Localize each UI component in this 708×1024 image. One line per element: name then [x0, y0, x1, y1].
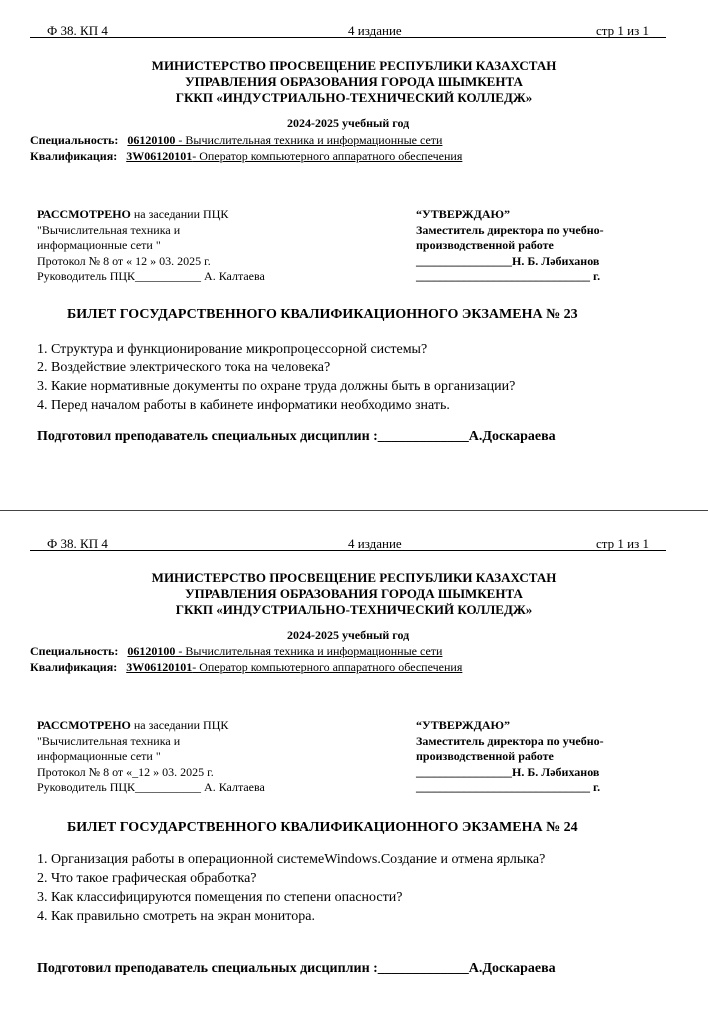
question-1: 1. Организация работы в операционной системеWindows.Создание и отмена ярлыка? [37, 852, 546, 867]
question-4: 4. Перед началом работы в кабинете информатики необходимо знать. [37, 398, 450, 413]
org-line-1: МИНИСТЕРСТВО ПРОСВЕЩЕНИЕ РЕСПУБЛИКИ КАЗАХСТАН [151, 570, 557, 585]
org-line-2: УПРАВЛЕНИЯ ОБРАЗОВАНИЯ ГОРОДА ШЫМКЕНТА [185, 74, 523, 89]
qualification-line [30, 660, 462, 675]
form-code: Ф 38. КП 4 [47, 536, 108, 551]
org-line-1: МИНИСТЕРСТВО ПРОСВЕЩЕНИЕ РЕСПУБЛИКИ КАЗАХСТАН [151, 58, 557, 73]
qualification-text: - Оператор компьютерного аппаратного обеспечения [192, 660, 463, 674]
specialty-line [30, 133, 442, 148]
qualification-label: Квалификация: [30, 149, 118, 163]
specialty-line [30, 644, 442, 659]
question-3: 3. Как классифицируются помещения по степени опасности? [37, 890, 403, 905]
edition: 4 издание [348, 536, 402, 551]
approve-name: ________________Н. Б. Лəбиханов [416, 764, 600, 779]
reviewed-line2: "Вычислительная техника и [37, 222, 181, 237]
page-number: стр 1 из 1 [596, 23, 649, 38]
academic-year: 2024-2025 учебный год [287, 628, 410, 642]
org-line-2: УПРАВЛЕНИЯ ОБРАЗОВАНИЯ ГОРОДА ШЫМКЕНТА [185, 586, 523, 601]
question-1: 1. Структура и функционирование микропроцессорной системы? [37, 342, 428, 357]
question-2: 2. Что такое графическая обработка? [37, 871, 257, 886]
approve-title: “УТВЕРЖДАЮ” [416, 718, 511, 732]
qualification-text: - Оператор компьютерного аппаратного обеспечения [192, 149, 463, 163]
signature-line: Подготовил преподаватель специальных дисциплин :_____________А.Доскараева [37, 429, 556, 444]
exam-ticket-23 [0, 0, 708, 500]
approve-date: _____________________________ г. [416, 269, 601, 283]
page-number: стр 1 из 1 [596, 536, 649, 551]
reviewed-line2: "Вычислительная техника и [37, 733, 181, 748]
exam-ticket-24 [0, 512, 708, 1012]
specialty-text: - Вычислительная техника и информационные сети [175, 133, 443, 147]
qualification-code: 3W06120101 [126, 660, 193, 674]
qualification-line [30, 149, 462, 164]
reviewed-head: Руководитель ПЦК___________ А. Калтаева [37, 269, 265, 283]
approve-line1: Заместитель директора по учебно- [416, 733, 604, 748]
header-rule [30, 37, 666, 38]
reviewed-rest: на заседании ПЦК [130, 207, 229, 221]
approve-block [416, 207, 604, 285]
approve-name: ________________Н. Б. Лəбиханов [416, 253, 600, 268]
reviewed-title: РАССМОТРЕНО [37, 207, 131, 221]
header-rule [30, 550, 666, 551]
approve-line2: производственной работе [416, 238, 554, 252]
approve-title: “УТВЕРЖДАЮ” [416, 207, 511, 221]
specialty-text: - Вычислительная техника и информационные сети [175, 644, 443, 658]
specialty-code: 06120100 [127, 644, 176, 658]
ticket-title: БИЛЕТ ГОСУДАРСТВЕННОГО КВАЛИФИКАЦИОННОГО ЭКЗАМЕНА № 23 [67, 307, 578, 322]
specialty-code: 06120100 [127, 133, 176, 147]
approve-block [416, 718, 604, 796]
org-line-3: ГККП «ИНДУСТРИАЛЬНО-ТЕХНИЧЕСКИЙ КОЛЛЕДЖ» [175, 90, 533, 105]
question-3: 3. Какие нормативные документы по охране труда должны быть в организации? [37, 379, 516, 394]
approve-date: _____________________________ г. [416, 780, 601, 794]
reviewed-rest: на заседании ПЦК [130, 718, 229, 732]
reviewed-protocol: Протокол № 8 от «_12 » 03. 2025 г. [37, 764, 214, 779]
reviewed-line3: информационные сети " [37, 238, 161, 252]
page-divider [0, 510, 708, 511]
question-4: 4. Как правильно смотреть на экран монитора. [37, 909, 315, 924]
signature-line: Подготовил преподаватель специальных дисциплин :_____________А.Доскараева [37, 961, 556, 976]
approve-line1: Заместитель директора по учебно- [416, 222, 604, 237]
reviewed-protocol: Протокол № 8 от « 12 » 03. 2025 г. [37, 253, 211, 268]
reviewed-block [37, 718, 265, 796]
edition: 4 издание [348, 23, 402, 38]
specialty-label: Специальность: [30, 644, 119, 658]
approve-line2: производственной работе [416, 749, 554, 763]
question-2: 2. Воздействие электрического тока на человека? [37, 360, 331, 375]
reviewed-block [37, 207, 265, 285]
qualification-code: 3W06120101 [126, 149, 193, 163]
ticket-title: БИЛЕТ ГОСУДАРСТВЕННОГО КВАЛИФИКАЦИОННОГО ЭКЗАМЕНА № 24 [67, 820, 578, 835]
reviewed-title: РАССМОТРЕНО [37, 718, 131, 732]
specialty-label: Специальность: [30, 133, 119, 147]
academic-year: 2024-2025 учебный год [287, 116, 410, 130]
org-line-3: ГККП «ИНДУСТРИАЛЬНО-ТЕХНИЧЕСКИЙ КОЛЛЕДЖ» [175, 602, 533, 617]
reviewed-head: Руководитель ПЦК___________ А. Калтаева [37, 780, 265, 794]
form-code: Ф 38. КП 4 [47, 23, 108, 38]
reviewed-line3: информационные сети " [37, 749, 161, 763]
qualification-label: Квалификация: [30, 660, 118, 674]
